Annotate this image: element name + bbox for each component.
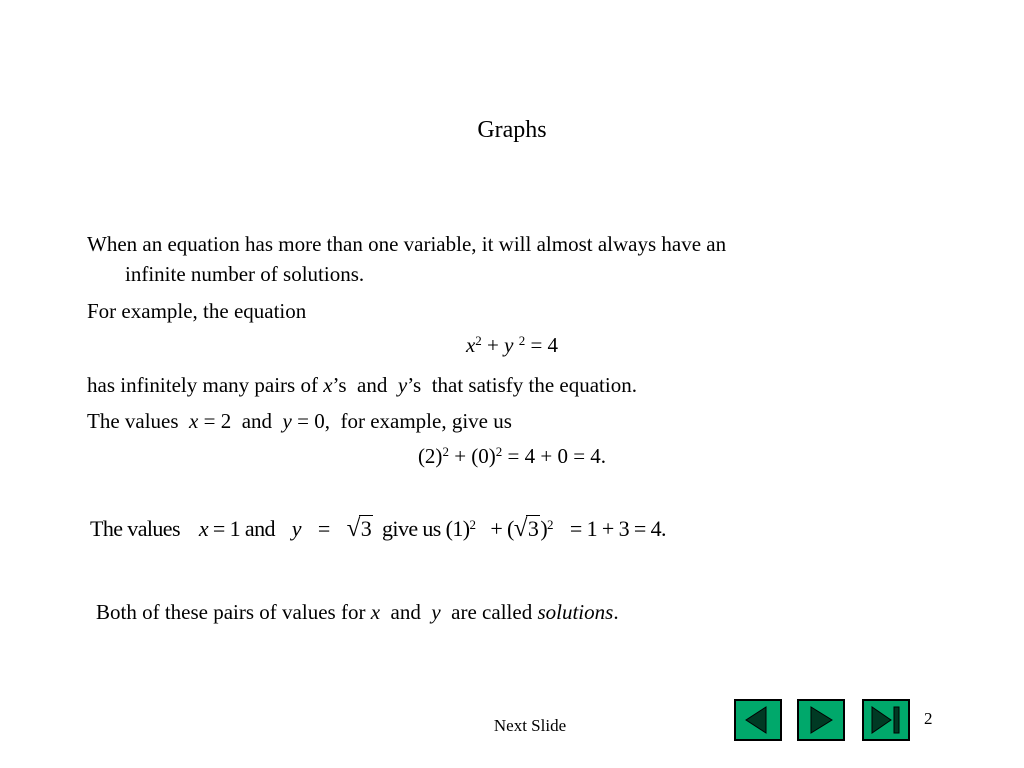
triangle-left-icon xyxy=(736,701,780,739)
text: = 2 and xyxy=(198,409,278,433)
var-y: y xyxy=(504,333,514,357)
paragraph-conclusion xyxy=(96,597,619,627)
text: and xyxy=(380,600,432,624)
text: has infinitely many pairs of xyxy=(87,373,324,397)
paragraph-infinite-pairs xyxy=(87,370,637,400)
last-slide-button[interactable] xyxy=(862,699,910,741)
text: The values xyxy=(90,516,180,541)
radical-sign: √ xyxy=(513,515,527,542)
square-root xyxy=(347,515,374,543)
paragraph-intro xyxy=(87,229,726,289)
equals-four: = 4 xyxy=(525,333,559,357)
text: = 1 and xyxy=(212,516,275,541)
text: are called xyxy=(440,600,538,624)
slide-title: Graphs xyxy=(477,117,547,143)
next-slide-link[interactable]: Next Slide xyxy=(493,716,567,735)
var-x: x xyxy=(465,333,476,357)
skip-to-end-icon xyxy=(864,701,908,739)
exponent: 2 xyxy=(442,444,449,459)
plus: + xyxy=(481,333,505,357)
text: give us (1) xyxy=(382,516,470,541)
radical-sign: √ xyxy=(346,515,360,542)
var-x: x xyxy=(198,516,208,541)
text: = 1 + 3 = 4. xyxy=(569,516,666,541)
var-y: y xyxy=(431,600,441,624)
solutions-emphasis: solutions xyxy=(537,600,614,624)
text: ’s and xyxy=(332,373,398,397)
paragraph-example: For example, the equation xyxy=(87,299,307,323)
intro-line-2: infinite number of solutions. xyxy=(125,262,365,286)
text: = 4 + 0 = 4. xyxy=(502,444,607,468)
var-x: x xyxy=(323,373,333,397)
previous-slide-button[interactable] xyxy=(734,699,782,741)
equation-example-2 xyxy=(90,515,666,543)
square-root xyxy=(514,515,541,543)
text: + (0) xyxy=(448,444,496,468)
var-y: y xyxy=(291,516,301,541)
text: ’s that satisfy the equation. xyxy=(407,373,637,397)
triangle-right-icon xyxy=(799,701,843,739)
equation-circle xyxy=(0,333,1024,358)
var-x: x xyxy=(370,600,381,624)
text: . xyxy=(613,600,619,624)
radicand: 3 xyxy=(360,516,372,541)
exponent: 2 xyxy=(547,517,553,532)
exponent: 2 xyxy=(518,333,526,348)
paragraph-values xyxy=(87,406,512,436)
var-y: y xyxy=(397,373,408,397)
text: (2) xyxy=(417,444,443,468)
var-x: x xyxy=(189,409,199,433)
text: Both of these pairs of values for xyxy=(96,600,371,624)
text: The values xyxy=(87,409,184,433)
var-y: y xyxy=(282,409,292,433)
exponent: 2 xyxy=(475,333,482,348)
text: + ( xyxy=(490,516,514,541)
exponent: 2 xyxy=(495,444,503,459)
text: ) xyxy=(540,516,548,541)
equation-example-1 xyxy=(0,444,1024,469)
exponent: 2 xyxy=(469,517,476,532)
next-slide-button[interactable] xyxy=(797,699,845,741)
equals-sign: = xyxy=(317,516,330,541)
slide-number: 2 xyxy=(924,709,933,728)
radicand: 3 xyxy=(527,516,539,541)
text: = 0, for example, give us xyxy=(291,409,512,433)
intro-line-1: When an equation has more than one variable, it will almost always have an xyxy=(87,232,727,256)
navigation-bar xyxy=(0,699,1024,743)
